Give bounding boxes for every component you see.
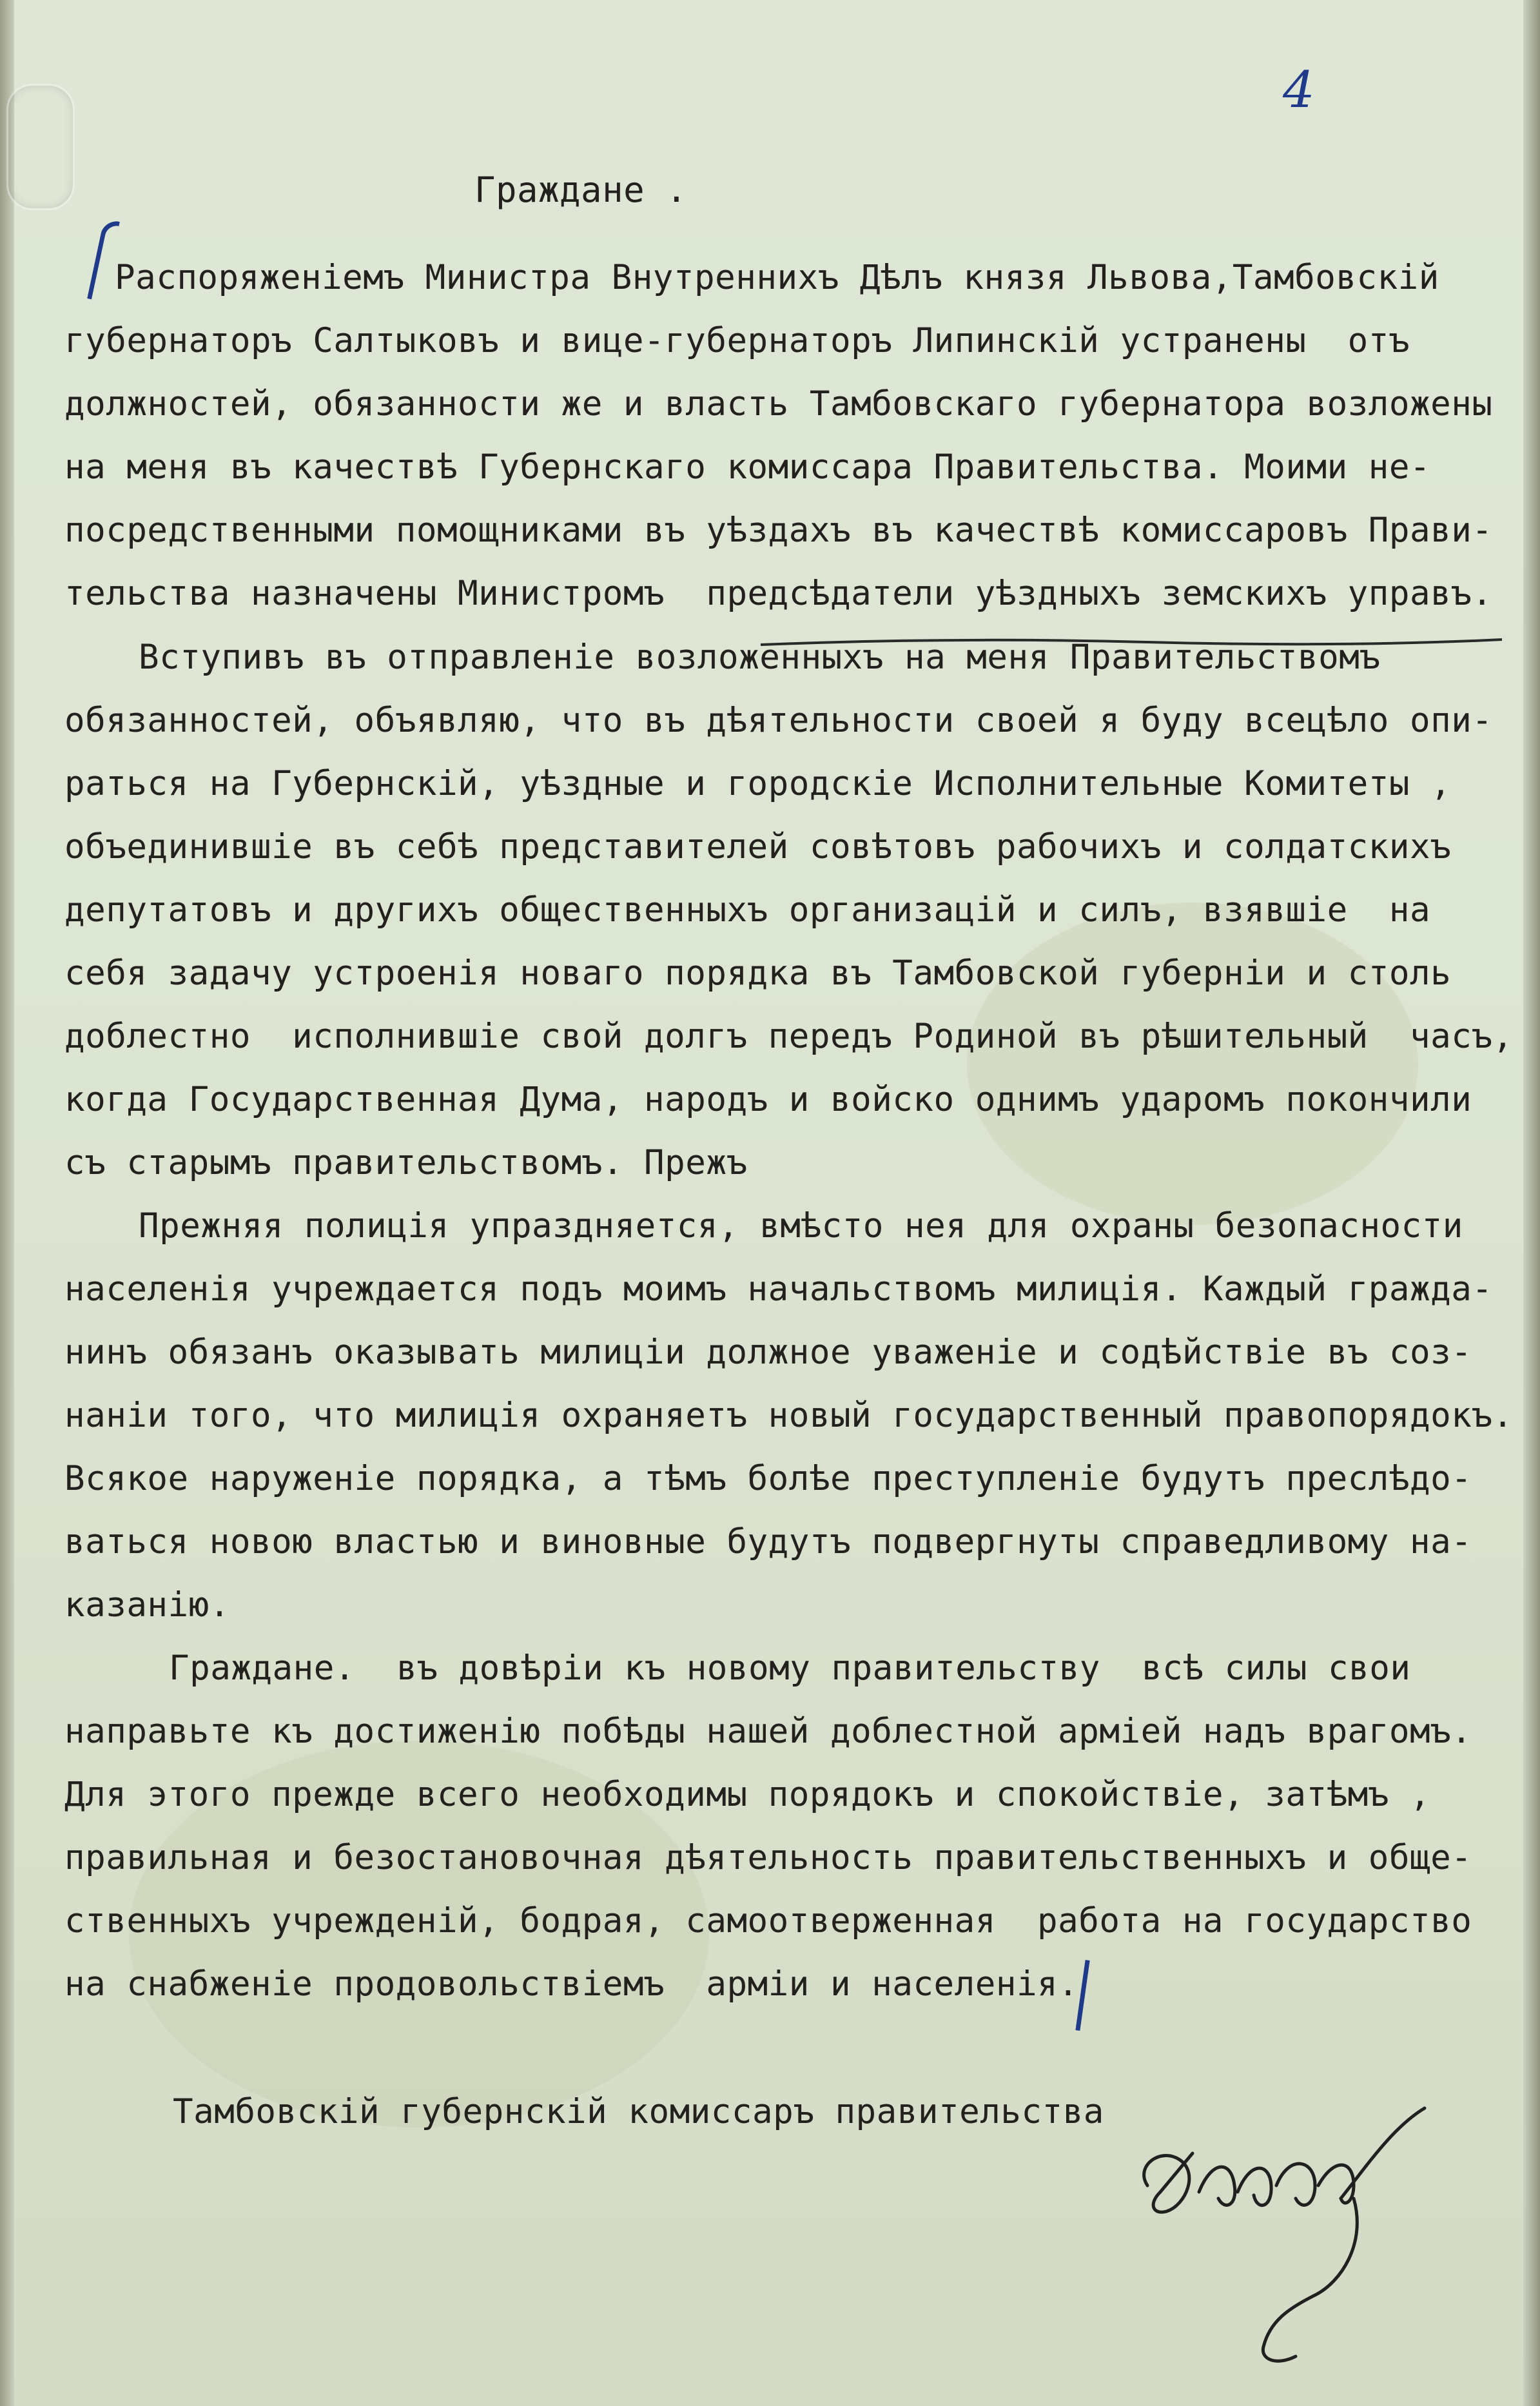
document-line: на снабженіе продовольствіемъ арміи и населенія. xyxy=(64,1964,1079,2004)
salutation-heading: Граждане . xyxy=(474,170,688,210)
document-line: нинъ обязанъ оказывать милиціи должное уваженіе и содѣйствіе въ соз- xyxy=(64,1333,1472,1372)
signature-line: Тамбовскій губернскій комиссаръ правительства xyxy=(173,2092,1104,2131)
document-line: Всякое наруженіе порядка, а тѣмъ болѣе преступленіе будутъ преслѣдо- xyxy=(64,1459,1472,1498)
document-line: ственныхъ учрежденій, бодрая, самоотверженная работа на государство xyxy=(64,1901,1472,1941)
document-line: губернаторъ Салтыковъ и вице-губернаторъ Липинскій устранены отъ xyxy=(64,321,1410,360)
document-line: Прежняя полиція упраздняется, вмѣсто нея для охраны безопасности xyxy=(139,1206,1463,1246)
document-line: Граждане. въ довѣріи къ новому правительству всѣ силы свои xyxy=(169,1648,1411,1688)
document-line: ваться новою властью и виновные будутъ подвергнуты справедливому на- xyxy=(64,1522,1472,1561)
document-line: себя задачу устроенія новаго порядка въ Тамбовской губерніи и столь xyxy=(64,954,1452,993)
page-edge-right xyxy=(1523,0,1540,2406)
document-line: депутатовъ и другихъ общественныхъ организацій и силъ, взявшіе на xyxy=(64,890,1431,930)
document-line: Для этого прежде всего необходимы порядокъ и спокойствіе, затѣмъ , xyxy=(64,1775,1431,1814)
document-line: Вступивъ въ отправленіе возложенныхъ на меня Правительствомъ xyxy=(139,638,1381,677)
document-line: направьте къ достиженію побѣды нашей доблестной арміей надъ врагомъ. xyxy=(64,1712,1472,1751)
page-number: 4 xyxy=(1283,61,1315,119)
document-line: обязанностей, объявляю, что въ дѣятельности своей я буду всецѣло опи- xyxy=(64,701,1493,740)
document-line: на меня въ качествѣ Губернскаго комиссара Правительства. Моими не- xyxy=(64,447,1431,487)
handwritten-signature xyxy=(1122,2089,1457,2385)
document-line: посредственными помощниками въ уѣздахъ въ качествѣ комиссаровъ Прави- xyxy=(64,511,1493,550)
document-line: населенія учреждается подъ моимъ начальствомъ милиція. Каждый гражда- xyxy=(64,1269,1493,1309)
document-line: объединившіе въ себѣ представителей совѣтовъ рабочихъ и солдатскихъ xyxy=(64,827,1452,866)
document-line: Распоряженіемъ Министра Внутреннихъ Дѣлъ князя Львова,Тамбовскій xyxy=(115,258,1439,297)
document-line: доблестно исполнившіе свой долгъ передъ Родиной въ рѣшительный часъ, xyxy=(64,1017,1514,1056)
document-line: должностей, обязанности же и власть Тамбовскаго губернатора возложены xyxy=(64,384,1493,424)
document-line: правильная и безостановочная дѣятельность правительственныхъ и обще- xyxy=(64,1838,1472,1877)
document-line: когда Государственная Дума, народъ и войско однимъ ударомъ покончили xyxy=(64,1080,1472,1119)
document-line: наніи того, что милиція охраняетъ новый государственный правопорядокъ. xyxy=(64,1396,1514,1435)
document-line: казанію. xyxy=(64,1585,230,1625)
document-line: тельства назначены Министромъ предсѣдатели уѣздныхъ земскихъ управъ. xyxy=(64,574,1493,613)
document-line: раться на Губернскій, уѣздные и городскіе Исполнительные Комитеты , xyxy=(64,764,1452,803)
paper-stain xyxy=(967,903,1418,1225)
page-edge-left xyxy=(0,0,14,2406)
embossed-seal xyxy=(6,84,75,210)
document-line: съ старымъ правительствомъ. Прежъ xyxy=(64,1143,748,1182)
